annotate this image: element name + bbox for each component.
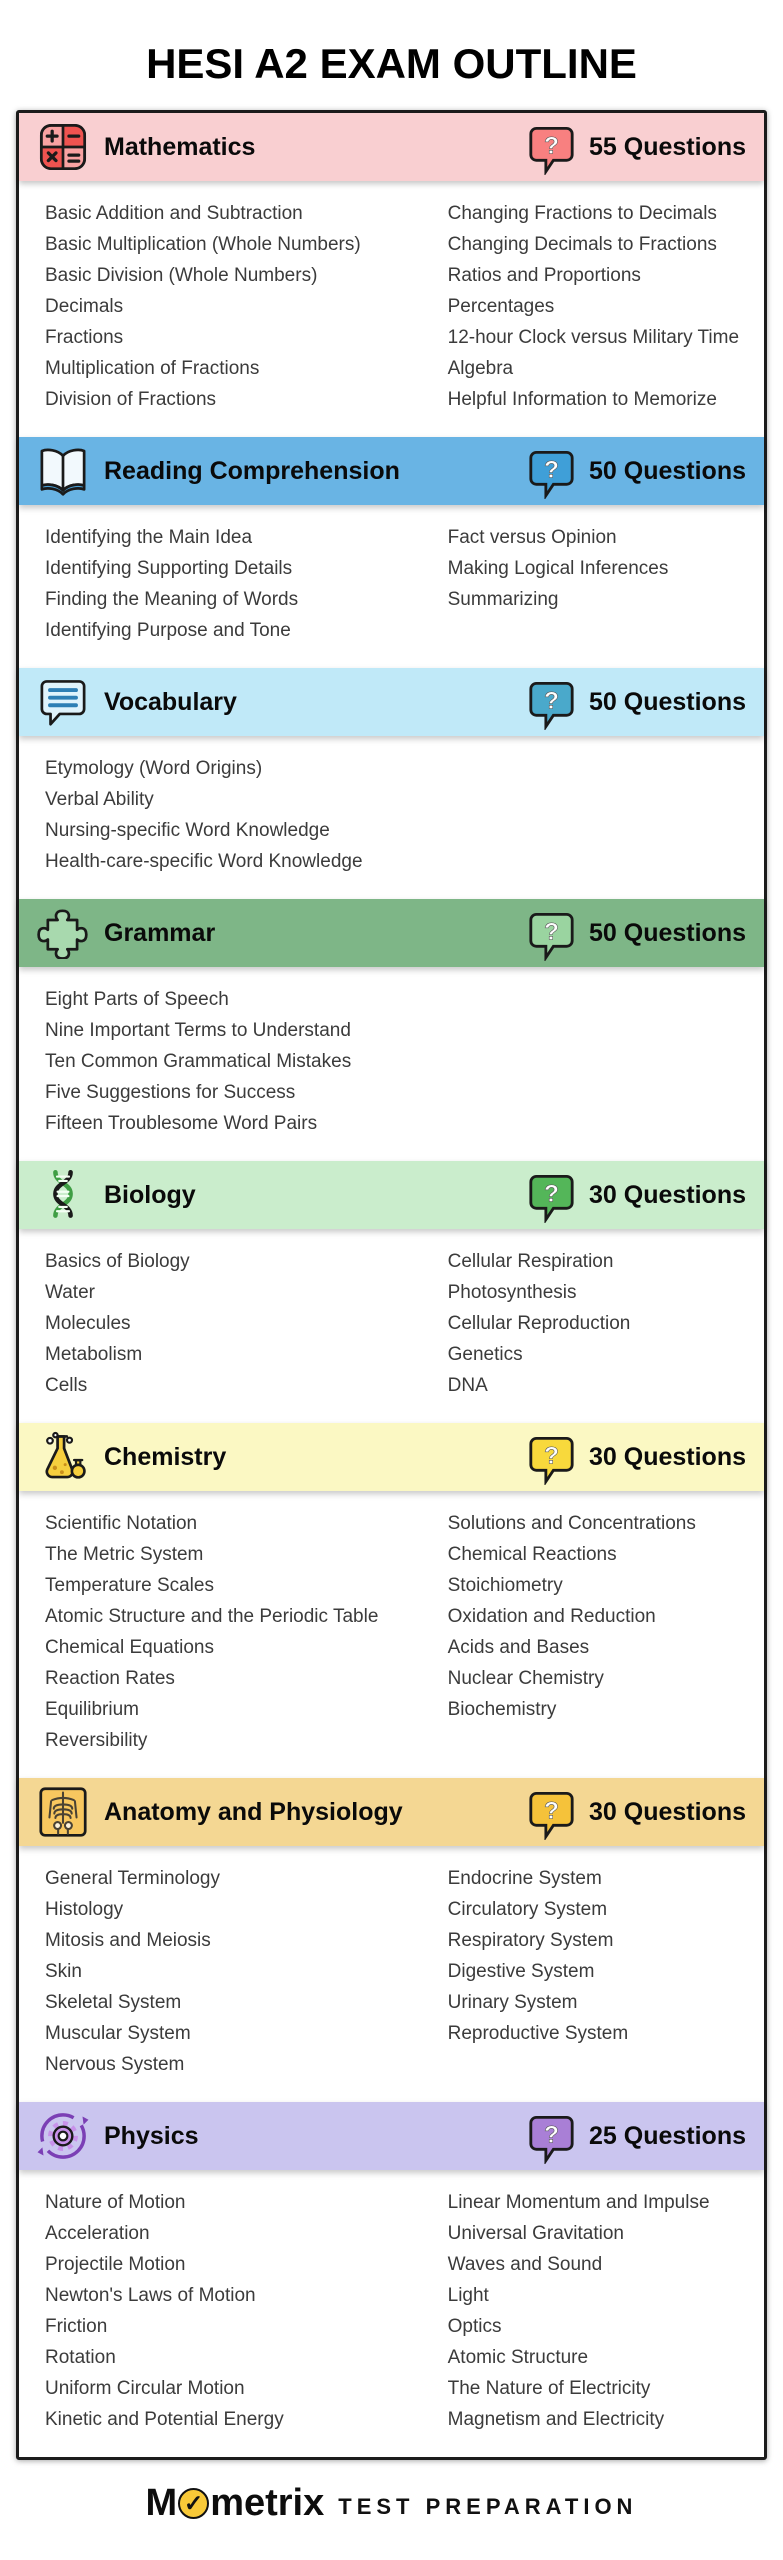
section-header — [19, 2102, 764, 2170]
section-header — [19, 113, 764, 181]
question-count: 30 Questions — [589, 1442, 746, 1471]
topic-item: Scientific Notation — [45, 1513, 198, 1534]
speech-bubble-lines-icon — [37, 676, 89, 728]
topic-item: Waves and Sound — [447, 2254, 603, 2275]
section-body — [19, 1491, 764, 1778]
section-chemistry — [19, 1423, 764, 1778]
topic-item: Magnetism and Electricity — [447, 2409, 665, 2430]
section-grammar — [19, 899, 764, 1161]
topic-item: Making Logical Inferences — [447, 558, 669, 579]
question-count-group — [528, 2109, 746, 2164]
topic-item: Optics — [447, 2316, 502, 2337]
flask-icon — [37, 1431, 89, 1483]
skeleton-icon — [37, 1786, 89, 1838]
topic-item: Reaction Rates — [45, 1668, 175, 1689]
section-body — [19, 2170, 764, 2457]
section-title: Biology — [104, 1180, 196, 1209]
topic-list-right — [448, 198, 764, 415]
topic-item: Universal Gravitation — [447, 2223, 624, 2244]
check-glyph: ✓ — [184, 2490, 204, 2516]
exam-outline-card — [16, 110, 767, 2460]
topic-list-right — [448, 522, 764, 646]
topic-item: Oxidation and Reduction — [447, 1606, 656, 1627]
topic-item: Cellular Respiration — [447, 1251, 614, 1272]
question-count-group — [528, 1785, 746, 1840]
topic-item: Identifying Purpose and Tone — [45, 620, 291, 641]
topic-item: Etymology (Word Origins) — [45, 758, 263, 779]
brand-wordmark — [146, 2482, 325, 2525]
topic-item: Muscular System — [45, 2023, 191, 2044]
question-bubble-icon — [528, 2114, 575, 2164]
topic-item: Finding the Meaning of Words — [45, 589, 299, 610]
question-count: 50 Questions — [589, 687, 746, 716]
question-bubble-icon — [528, 680, 575, 730]
topic-list-right — [448, 1246, 764, 1401]
topic-item: The Nature of Electricity — [447, 2378, 651, 2399]
page-title: HESI A2 EXAM OUTLINE — [146, 40, 637, 87]
topic-item: Basic Addition and Subtraction — [45, 203, 303, 224]
section-header — [19, 1423, 764, 1491]
topic-item: Projectile Motion — [45, 2254, 186, 2275]
section-anatomy-and-physiology — [19, 1778, 764, 2102]
topic-list-right — [448, 2187, 764, 2435]
section-header — [19, 668, 764, 736]
topic-item: Chemical Reactions — [447, 1544, 617, 1565]
topic-item: Division of Fractions — [45, 389, 217, 410]
topic-item: Decimals — [45, 296, 124, 317]
section-physics — [19, 2102, 764, 2457]
question-count: 50 Questions — [589, 918, 746, 947]
topic-item: DNA — [447, 1375, 488, 1396]
topic-list-left — [45, 1508, 448, 1756]
topic-item: Endocrine System — [447, 1868, 602, 1889]
topic-item: Acids and Bases — [447, 1637, 590, 1658]
topic-item: Basic Division (Whole Numbers) — [45, 265, 318, 286]
topic-item: Acceleration — [45, 2223, 150, 2244]
topic-list-left — [45, 984, 448, 1139]
topic-item: Fifteen Troublesome Word Pairs — [45, 1113, 318, 1134]
checkmark-o-icon — [178, 2488, 209, 2519]
topic-item: Reproductive System — [447, 2023, 629, 2044]
section-body — [19, 181, 764, 437]
question-count-group — [528, 906, 746, 961]
brand-text-m: M — [145, 2482, 178, 2524]
section-header — [19, 1778, 764, 1846]
topic-item: Chemical Equations — [45, 1637, 214, 1658]
topic-item: Ten Common Grammatical Mistakes — [45, 1051, 352, 1072]
topic-item: Friction — [45, 2316, 108, 2337]
open-book-icon — [37, 445, 89, 497]
section-title: Physics — [104, 2121, 199, 2150]
gear-orbit-icon — [37, 2110, 89, 2162]
topic-item: Nursing-specific Word Knowledge — [45, 820, 330, 841]
topic-item: Newton's Laws of Motion — [45, 2285, 256, 2306]
section-body — [19, 736, 764, 899]
topic-item: Equilibrium — [45, 1699, 139, 1720]
section-title: Mathematics — [104, 132, 256, 161]
topic-item: Genetics — [447, 1344, 523, 1365]
topic-item: Temperature Scales — [45, 1575, 214, 1596]
svg-text:?: ? — [544, 455, 559, 483]
topic-list-right — [448, 753, 764, 877]
section-mathematics — [19, 113, 764, 437]
topic-item: Ratios and Proportions — [447, 265, 641, 286]
topic-item: Cellular Reproduction — [447, 1313, 631, 1334]
topic-item: Photosynthesis — [447, 1282, 577, 1303]
topic-item: Health-care-specific Word Knowledge — [45, 851, 363, 872]
dna-icon — [37, 1169, 89, 1221]
svg-text:?: ? — [544, 1796, 559, 1824]
section-header — [19, 1161, 764, 1229]
topic-item: Cells — [45, 1375, 88, 1396]
question-bubble-icon — [528, 1173, 575, 1223]
svg-text:?: ? — [544, 1441, 559, 1469]
topic-item: Identifying the Main Idea — [45, 527, 253, 548]
topic-item: Kinetic and Potential Energy — [45, 2409, 284, 2430]
topic-item: Nine Important Terms to Understand — [45, 1020, 351, 1041]
topic-list-left — [45, 753, 448, 877]
question-bubble-icon — [528, 1435, 575, 1485]
topic-item: Atomic Structure and the Periodic Table — [45, 1606, 379, 1627]
question-count-group — [528, 444, 746, 499]
topic-item: Solutions and Concentrations — [447, 1513, 696, 1534]
topic-list-left — [45, 1863, 448, 2080]
question-bubble-icon — [528, 1790, 575, 1840]
topic-list-left — [45, 198, 448, 415]
topic-item: Algebra — [447, 358, 514, 379]
section-biology — [19, 1161, 764, 1423]
section-title: Reading Comprehension — [104, 456, 400, 485]
topic-item: Changing Fractions to Decimals — [447, 203, 717, 224]
topic-item: Five Suggestions for Success — [45, 1082, 296, 1103]
topic-item: Nuclear Chemistry — [447, 1668, 604, 1689]
topic-item: Rotation — [45, 2347, 116, 2368]
question-count-group — [528, 1430, 746, 1485]
topic-item: Digestive System — [447, 1961, 595, 1982]
topic-item: Urinary System — [447, 1992, 578, 2013]
topic-list-left — [45, 522, 448, 646]
topic-item: Summarizing — [447, 589, 559, 610]
topic-item: General Terminology — [45, 1868, 220, 1889]
topic-list-right — [448, 984, 764, 1139]
topic-item: Uniform Circular Motion — [45, 2378, 245, 2399]
topic-item: Light — [447, 2285, 489, 2306]
topic-item: Changing Decimals to Fractions — [447, 234, 717, 255]
topic-item: Biochemistry — [447, 1699, 557, 1720]
footer-logo — [16, 2482, 767, 2525]
topic-item: Eight Parts of Speech — [45, 989, 229, 1010]
topic-item: Atomic Structure — [447, 2347, 589, 2368]
topic-item: Percentages — [447, 296, 555, 317]
topic-item: Multiplication of Fractions — [45, 358, 260, 379]
section-body — [19, 967, 764, 1161]
topic-item: Verbal Ability — [45, 789, 154, 810]
topic-item: Molecules — [45, 1313, 131, 1334]
topic-list-right — [448, 1508, 764, 1756]
brand-text-rest: metrix — [210, 2482, 325, 2524]
svg-text:?: ? — [544, 2120, 559, 2148]
topic-item: Helpful Information to Memorize — [447, 389, 717, 410]
svg-text:?: ? — [544, 686, 559, 714]
svg-text:?: ? — [544, 1179, 559, 1207]
section-title: Anatomy and Physiology — [104, 1797, 403, 1826]
question-count: 55 Questions — [589, 132, 746, 161]
question-count: 25 Questions — [589, 2121, 746, 2150]
brand-tagline: TEST PREPARATION — [338, 2493, 638, 2519]
question-count: 30 Questions — [589, 1180, 746, 1209]
section-header — [19, 437, 764, 505]
section-header — [19, 899, 764, 967]
topic-item: Mitosis and Meiosis — [45, 1930, 211, 1951]
calculator-icon — [37, 121, 89, 173]
topic-item: Identifying Supporting Details — [45, 558, 293, 579]
section-title: Vocabulary — [104, 687, 237, 716]
topic-list-left — [45, 1246, 448, 1401]
topic-item: Stoichiometry — [447, 1575, 563, 1596]
puzzle-piece-icon — [37, 907, 89, 959]
topic-item: Circulatory System — [447, 1899, 608, 1920]
svg-text:?: ? — [544, 131, 559, 159]
section-body — [19, 505, 764, 668]
topic-item: Water — [45, 1282, 95, 1303]
topic-list-left — [45, 2187, 448, 2435]
question-count-group — [528, 120, 746, 175]
section-vocabulary — [19, 668, 764, 899]
topic-item: Metabolism — [45, 1344, 143, 1365]
question-bubble-icon — [528, 449, 575, 499]
question-count-group — [528, 1168, 746, 1223]
svg-text:?: ? — [544, 917, 559, 945]
topic-item: Respiratory System — [447, 1930, 614, 1951]
topic-item: Basic Multiplication (Whole Numbers) — [45, 234, 361, 255]
topic-item: Reversibility — [45, 1730, 148, 1751]
topic-item: Nature of Motion — [45, 2192, 186, 2213]
question-bubble-icon — [528, 911, 575, 961]
section-reading-comprehension — [19, 437, 764, 668]
question-count: 50 Questions — [589, 456, 746, 485]
topic-item: Skin — [45, 1961, 82, 1982]
section-title: Chemistry — [104, 1442, 227, 1471]
topic-item: Nervous System — [45, 2054, 185, 2075]
topic-item: The Metric System — [45, 1544, 204, 1565]
topic-item: Linear Momentum and Impulse — [447, 2192, 710, 2213]
topic-item: Basics of Biology — [45, 1251, 190, 1272]
topic-item: Fractions — [45, 327, 124, 348]
topic-list-right — [448, 1863, 764, 2080]
question-bubble-icon — [528, 125, 575, 175]
topic-item: Histology — [45, 1899, 124, 1920]
question-count: 30 Questions — [589, 1797, 746, 1826]
section-title: Grammar — [104, 918, 216, 947]
topic-item: 12-hour Clock versus Military Time — [447, 327, 740, 348]
section-body — [19, 1846, 764, 2102]
section-body — [19, 1229, 764, 1423]
topic-item: Fact versus Opinion — [447, 527, 617, 548]
topic-item: Skeletal System — [45, 1992, 182, 2013]
question-count-group — [528, 675, 746, 730]
